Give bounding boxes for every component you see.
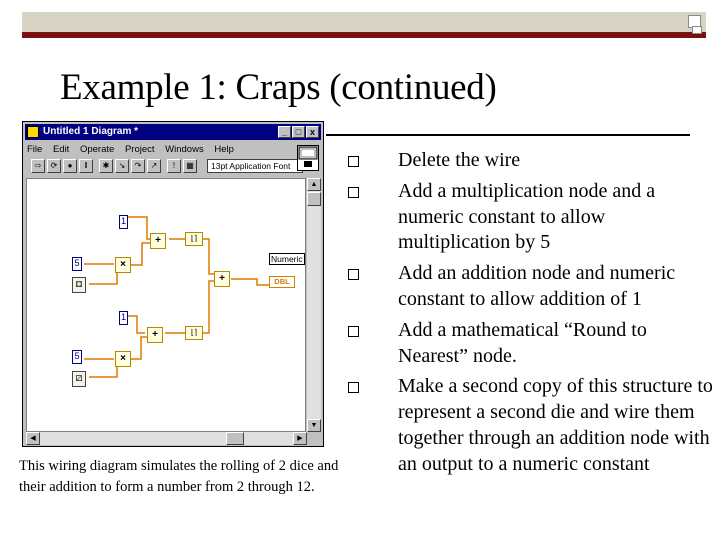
run-continuous-icon[interactable]: ⟳: [47, 159, 61, 173]
scroll-thumb[interactable]: [226, 432, 244, 445]
menu-operate[interactable]: Operate: [79, 144, 115, 155]
constant-one-top[interactable]: 1: [119, 215, 128, 229]
constant-five-top[interactable]: 5: [72, 257, 82, 271]
labview-diagram-window: [22, 121, 324, 447]
maximize-button[interactable]: □: [292, 126, 305, 138]
title-rule: [326, 134, 690, 136]
scroll-down-icon[interactable]: ▼: [307, 419, 321, 432]
scroll-up-icon[interactable]: ▲: [307, 178, 321, 191]
slide-title: Example 1: Craps (continued): [60, 67, 497, 108]
add-node-icon[interactable]: +: [147, 327, 163, 343]
bullet-square-icon: [348, 382, 359, 393]
stop-icon[interactable]: ●: [63, 159, 77, 173]
bullet-item: Add a mathematical “Round to Nearest” node.: [348, 318, 714, 370]
diagram-caption: This wiring diagram simulates the rolling of 2 dice and their addition to form a number from 2 through 12.: [19, 458, 339, 495]
font-selector[interactable]: 13pt Application Font: [207, 159, 303, 173]
corner-square-icon: [692, 26, 702, 34]
bullet-item: Make a second copy of this structure to represent a second die and wire them together through an addition node with an output to a numeric constant: [348, 374, 714, 477]
sum-add-node-icon[interactable]: +: [214, 271, 230, 287]
constant-one-bottom[interactable]: 1: [119, 311, 128, 325]
window-titlebar: [25, 124, 321, 140]
bullet-item: Add a multiplication node and a numeric constant to allow multiplication by 5: [348, 179, 714, 256]
random-number-dice-icon[interactable]: ⚃: [72, 277, 86, 293]
slide-top-bar: [22, 12, 706, 38]
multiply-node-icon[interactable]: ×: [115, 351, 131, 367]
warning-icon[interactable]: !: [167, 159, 181, 173]
close-button[interactable]: x: [306, 126, 319, 138]
vertical-scrollbar[interactable]: [307, 178, 321, 432]
step-over-icon[interactable]: ↷: [131, 159, 145, 173]
bullet-list: [348, 148, 714, 483]
multiply-node-icon[interactable]: ×: [115, 257, 131, 273]
scroll-left-icon[interactable]: ◀: [26, 432, 40, 445]
toolbar: [27, 159, 319, 177]
menu-windows[interactable]: Windows: [165, 144, 204, 155]
highlight-execution-icon[interactable]: ✱: [99, 159, 113, 173]
align-icon[interactable]: ▦: [183, 159, 197, 173]
menu-project[interactable]: Project: [124, 144, 155, 155]
diagram-canvas[interactable]: [26, 178, 306, 432]
round-nearest-node-icon[interactable]: ⌊⌉: [185, 326, 203, 340]
menu-bar: [27, 143, 242, 157]
bullet-square-icon: [348, 187, 359, 198]
bullet-square-icon: [348, 269, 359, 280]
bullet-square-icon: [348, 326, 359, 337]
wire-layer: [27, 179, 305, 431]
round-nearest-node-icon[interactable]: ⌊⌉: [185, 232, 203, 246]
menu-edit[interactable]: Edit: [52, 144, 70, 155]
window-title: Untitled 1 Diagram *: [43, 126, 139, 137]
add-node-icon[interactable]: +: [150, 233, 166, 249]
run-arrow-icon[interactable]: ⇨: [31, 159, 45, 173]
app-icon: [27, 126, 39, 138]
bullet-item: Delete the wire: [348, 148, 714, 174]
bullet-item: Add an addition node and numeric constant to allow addition of 1: [348, 261, 714, 313]
horizontal-scrollbar[interactable]: [26, 432, 307, 445]
menu-help[interactable]: Help: [214, 144, 234, 155]
step-out-icon[interactable]: ↗: [147, 159, 161, 173]
random-number-dice-icon[interactable]: ⚂: [72, 371, 86, 387]
numeric-indicator-terminal[interactable]: DBL: [269, 276, 295, 288]
pause-icon[interactable]: ‖: [79, 159, 93, 173]
scroll-right-icon[interactable]: ▶: [293, 432, 307, 445]
vi-icon: [297, 145, 319, 171]
scroll-thumb[interactable]: [307, 192, 321, 206]
constant-five-bottom[interactable]: 5: [72, 350, 82, 364]
indicator-label: Numeric: [269, 253, 305, 265]
minimize-button[interactable]: _: [278, 126, 291, 138]
step-into-icon[interactable]: ↘: [115, 159, 129, 173]
menu-file[interactable]: File: [27, 144, 43, 155]
bullet-square-icon: [348, 156, 359, 167]
